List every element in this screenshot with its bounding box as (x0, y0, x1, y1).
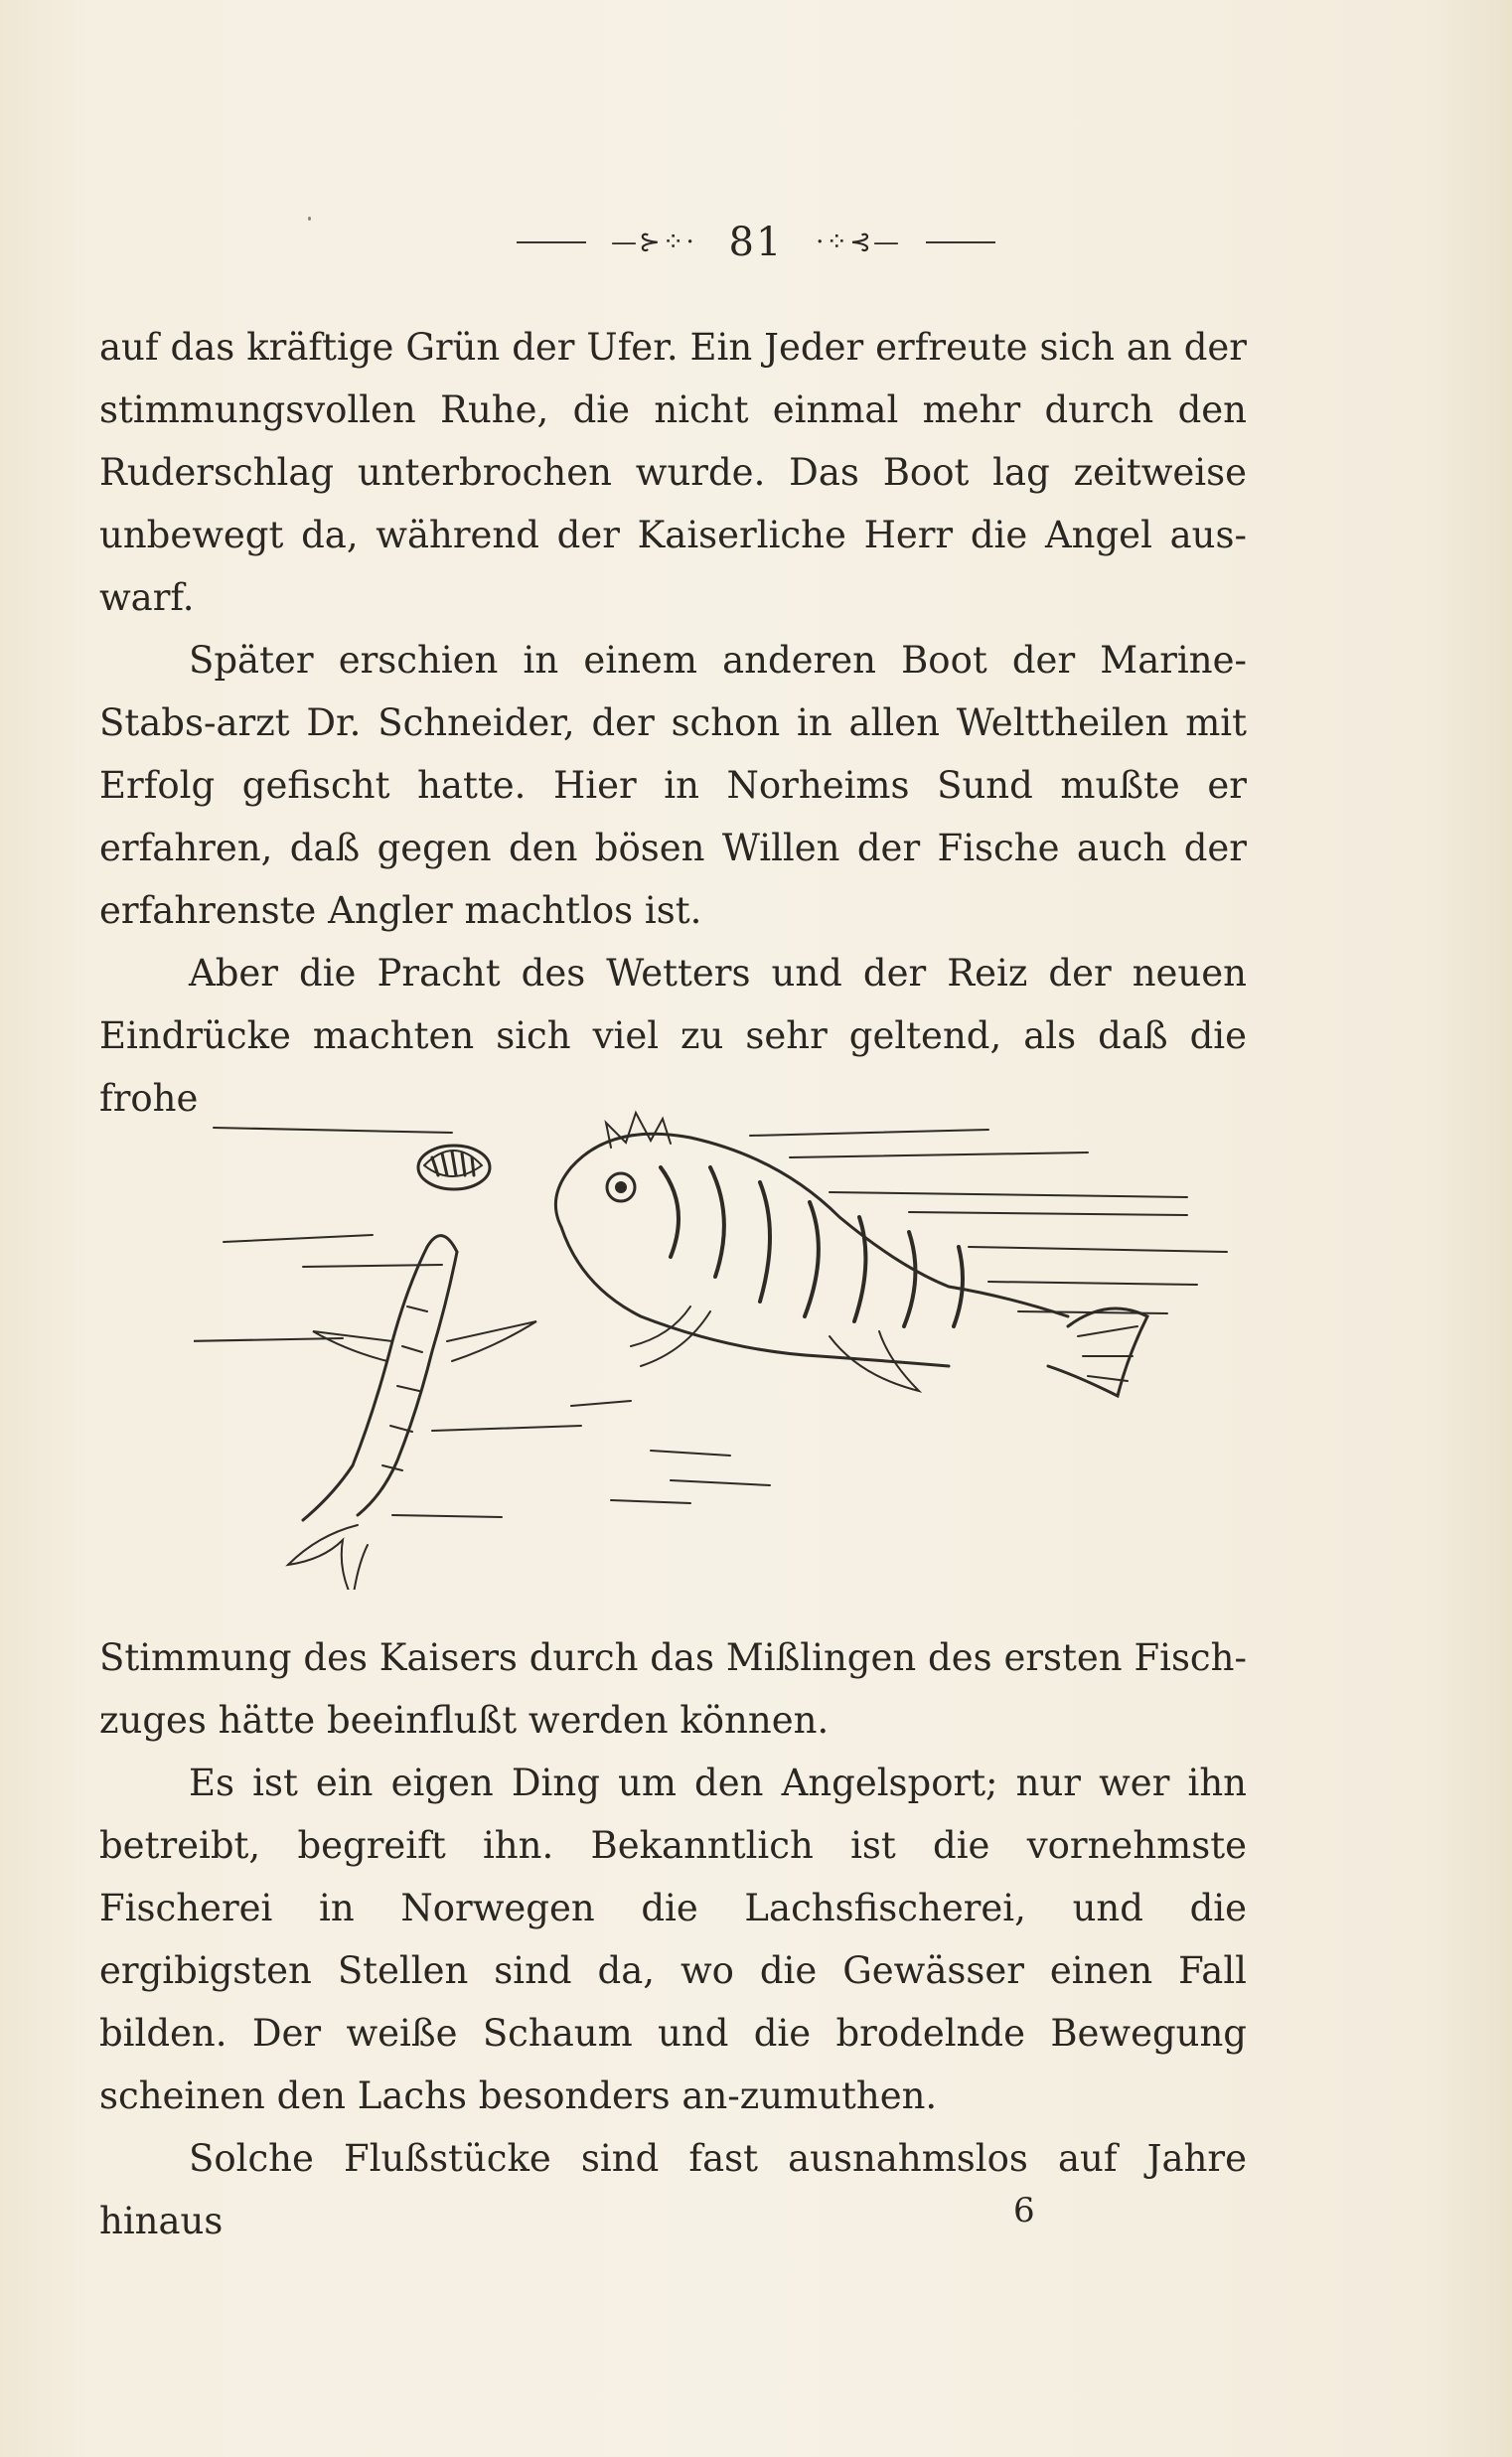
water-line (988, 1282, 1197, 1285)
paragraph: Stimmung des Kaisers durch das Mißlingen des ersten Fisch-zuges hätte beeinflußt werden können. (99, 1636, 1247, 1742)
water-line (224, 1235, 373, 1242)
text-block-top (99, 316, 1247, 1130)
signature-mark: 6 (1013, 2191, 1035, 2230)
paragraph: auf das kräftige Grün der Ufer. Ein Jeder erfreute sich an der stimmungsvollen Ruhe, die nicht einmal mehr durch den Ruderschlag unterbrochen wurde. Das Boot lag zeitweise unbewegt da, während der Kaiserliche Herr die Angel aus-warf. (99, 326, 1247, 619)
small-shell-drawing (418, 1146, 490, 1189)
water-line (969, 1247, 1227, 1252)
water-line (651, 1451, 730, 1456)
diving-fish-drawing (288, 1236, 536, 1590)
water-line (830, 1192, 1187, 1197)
header-rule-left (517, 241, 586, 243)
water-line (432, 1426, 581, 1431)
running-header (0, 217, 1512, 265)
text-block-bottom (99, 1626, 1247, 2252)
water-line (750, 1130, 988, 1136)
water-line (214, 1128, 452, 1133)
water-line (671, 1480, 770, 1485)
paragraph: Solche Flußstücke sind fast ausnahmslos auf Jahre hinaus (99, 2137, 1247, 2242)
water-line (611, 1500, 690, 1503)
paragraph: Es ist ein eigen Ding um den Angelsport; nur wer ihn betreibt, begreift ihn. Bekanntlich ist die vornehmste Fischerei in Norwegen die Lachsfischerei, und die ergibigsten Stellen sind da, wo die Gewässer einen Fall bilden. Der weiße Schaum und die brodelnde Bewegung scheinen den Lachs besonders an-zumuthen. (99, 1762, 1247, 2117)
header-ornament-right: ·⁘⊰— (816, 228, 902, 257)
water-line (392, 1515, 502, 1517)
paragraph: Aber die Pracht des Wetters und der Reiz der neuen Eindrücke machten sich viel zu sehr geltend, als daß die frohe (99, 952, 1247, 1120)
water-line (194, 1338, 343, 1341)
header-ornament-left: —⊱⁘· (610, 228, 696, 257)
header-rule-right (926, 241, 995, 243)
fish-illustration (194, 1108, 1272, 1590)
paragraph: Später erschien in einem anderen Boot der Marine-Stabs-arzt Dr. Schneider, der schon in allen Welttheilen mit Erfolg gefischt hatte. Hier in Norheims Sund mußte er erfahren, daß gegen den bösen Willen der Fische auch der erfahrenste Angler machtlos ist. (99, 639, 1247, 932)
water-line (909, 1212, 1187, 1215)
water-line (571, 1401, 631, 1406)
water-line (303, 1265, 442, 1267)
water-line (790, 1152, 1088, 1157)
large-fish-drawing (555, 1113, 1147, 1396)
page-number: 81 (728, 220, 784, 265)
